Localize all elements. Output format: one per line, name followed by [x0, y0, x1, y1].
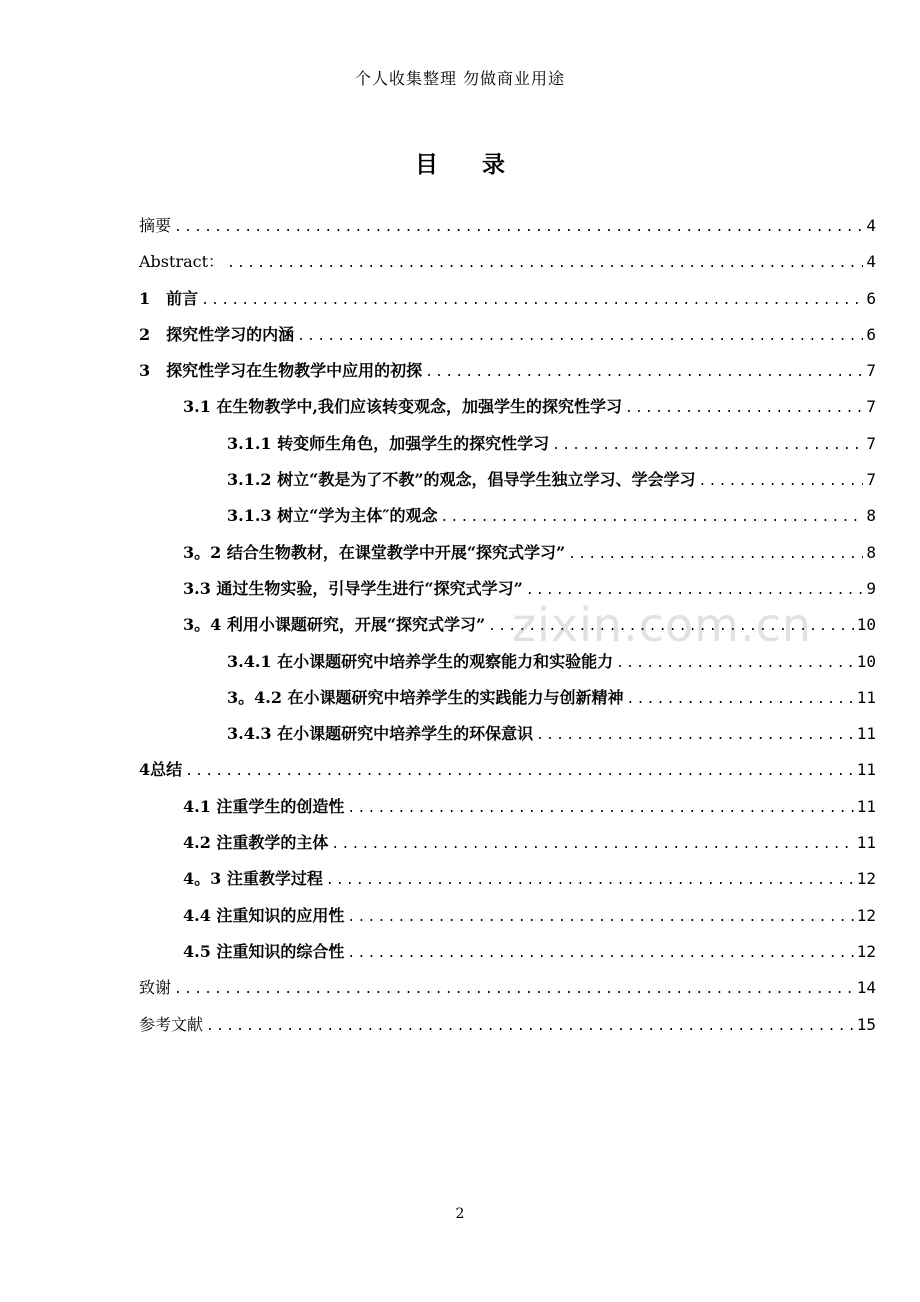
toc-entry-label: 3。4 利用小课题研究，开展“探究式学习” [183, 615, 486, 635]
toc-entry[interactable] [139, 861, 876, 897]
toc-entry-label: 参考文献 [139, 1014, 204, 1034]
toc-entry-label: 致谢 [139, 978, 172, 998]
toc-entry-label: 3。4.2 在小课题研究中培养学生的实践能力与创新精神 [227, 687, 624, 707]
toc-entry[interactable] [139, 970, 876, 1006]
toc-leader-dots [227, 246, 863, 282]
toc-entry-page: 6 [866, 288, 876, 308]
toc-leader-dots [206, 1009, 854, 1045]
toc-entry-label: 4。3 注重教学过程 [183, 869, 323, 889]
toc-entry-page: 11 [856, 724, 876, 744]
toc-leader-dots [552, 428, 863, 464]
toc-entry[interactable] [139, 426, 876, 462]
page-number: 2 [455, 1206, 465, 1222]
toc-entry-label: 3.1.3 树立“学为主体″的观念 [227, 506, 438, 526]
toc-entry-label: 4.1 注重学生的创造性 [183, 796, 345, 816]
toc-entry[interactable] [139, 498, 876, 534]
toc-entry-page: 10 [856, 615, 876, 635]
toc-entry-label: 摘要 [139, 216, 172, 235]
toc-entry-label: 4总结 [139, 760, 183, 780]
toc-entry[interactable] [139, 281, 876, 317]
toc-leader-dots [297, 319, 863, 355]
toc-entry-label: 3.1.2 树立“教是为了不教”的观念，倡导学生独立学习、学会学习 [227, 470, 696, 490]
toc-leader-dots [331, 827, 853, 863]
toc-entry-page: 11 [856, 796, 876, 816]
toc-entry[interactable] [139, 1007, 876, 1043]
toc-entry-page: 11 [856, 833, 876, 853]
toc-entry-page: 15 [856, 1014, 876, 1034]
toc-entry-page: 7 [866, 433, 876, 453]
toc-leader-dots [347, 936, 853, 972]
toc-leader-dots [627, 682, 854, 718]
toc-entry-label: 2 探究性学习的内涵 [139, 324, 295, 344]
toc-leader-dots [185, 754, 854, 790]
toc-leader-dots [347, 791, 853, 827]
toc-leader-dots [568, 537, 863, 573]
toc-entry-page: 11 [856, 687, 876, 707]
toc-entry-page: 9 [866, 578, 876, 598]
toc-leader-dots [440, 500, 863, 536]
toc-entry-label: 3.1 在生物教学中,我们应该转变观念，加强学生的探究性学习 [183, 397, 622, 417]
toc-entry-page: 7 [866, 361, 876, 381]
toc-leader-dots [326, 863, 854, 899]
toc-entry-page: 12 [856, 941, 876, 961]
toc-leader-dots [425, 355, 863, 391]
toc-leader-dots [625, 391, 863, 427]
toc-entry-page: 7 [866, 470, 876, 490]
toc-title: 目录 [415, 151, 549, 178]
toc-leader-dots [174, 972, 854, 1008]
toc-entry[interactable] [139, 934, 876, 970]
toc-entry[interactable] [139, 789, 876, 825]
toc-entry-page: 6 [866, 324, 876, 344]
watermark: zixin.com.cn [512, 598, 813, 652]
toc-entry-page: 4 [866, 252, 876, 272]
toc-entry-label: 4.4 注重知识的应用性 [183, 905, 345, 925]
toc-entry[interactable] [139, 353, 876, 389]
toc-entry-page: 7 [866, 397, 876, 417]
toc-entry-label: 3.4.3 在小课题研究中培养学生的环保意识 [227, 724, 534, 744]
toc-entry-label: 4.2 注重教学的主体 [183, 833, 329, 853]
toc-entry-label: 3.1.1 转变师生角色，加强学生的探究性学习 [227, 433, 550, 453]
toc-entry-page: 12 [856, 869, 876, 889]
toc-leader-dots [536, 718, 854, 754]
toc-entry[interactable] [139, 752, 876, 788]
toc-entry-label: Abstract： [139, 252, 225, 272]
toc-leader-dots [347, 900, 853, 936]
toc-entry[interactable] [139, 535, 876, 571]
toc-entry-label: 3.4.1 在小课题研究中培养学生的观察能力和实验能力 [227, 651, 614, 671]
toc-entry[interactable] [139, 389, 876, 425]
toc-entry[interactable] [139, 208, 876, 244]
toc-leader-dots [699, 464, 864, 500]
toc-entry[interactable] [139, 317, 876, 353]
toc-leader-dots [174, 210, 863, 246]
toc-entry-label: 1 前言 [139, 288, 199, 308]
toc-entry-page: 8 [866, 506, 876, 526]
toc-entry[interactable] [139, 716, 876, 752]
toc-entry-page: 12 [856, 905, 876, 925]
toc-entry[interactable] [139, 462, 876, 498]
toc-entry-label: 3 探究性学习在生物教学中应用的初探 [139, 361, 423, 381]
toc-entry[interactable] [139, 898, 876, 934]
toc-entry-label: 4.5 注重知识的综合性 [183, 941, 345, 961]
page-header: 个人收集整理 勿做商业用途 [354, 69, 566, 88]
toc-leader-dots [201, 283, 863, 319]
toc-entry[interactable] [139, 825, 876, 861]
toc-entry[interactable] [139, 680, 876, 716]
toc-entry-label: 3。2 结合生物教材，在课堂教学中开展“探究式学习” [183, 542, 566, 562]
toc-entry-page: 11 [856, 760, 876, 780]
toc-entry-page: 8 [866, 542, 876, 562]
toc-entry-page: 14 [856, 978, 876, 998]
toc-entry-page: 4 [866, 216, 876, 235]
toc-entry[interactable] [139, 244, 876, 280]
toc-entry-label: 3.3 通过生物实验，引导学生进行“探究式学习” [183, 578, 523, 598]
toc-entry-page: 10 [856, 651, 876, 671]
